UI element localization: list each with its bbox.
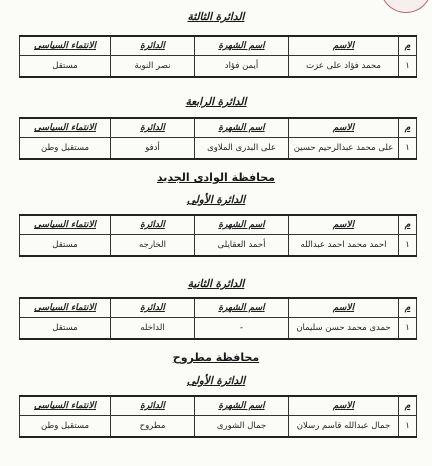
- cell-name: حمدى محمد حسن سليمان: [289, 318, 399, 340]
- district-heading: الدائرة الأولى: [186, 375, 246, 387]
- col-header-number: م: [399, 36, 417, 56]
- col-header-district: الدائرة: [111, 396, 195, 416]
- cell-name: جمال عبدالله قاسم رسلان: [289, 416, 399, 438]
- table-row: [20, 235, 417, 257]
- cell-name: على محمد عبدالرحيم حسين: [289, 138, 399, 160]
- table-header-row: [20, 36, 417, 56]
- col-header-number: م: [399, 215, 417, 235]
- cell-affiliation: مستقبل وطن: [20, 416, 111, 438]
- table-header-row: [20, 215, 417, 235]
- cell-affiliation: مستقبل وطن: [20, 138, 111, 160]
- col-header-affiliation: الانتماء السياسى: [20, 396, 111, 416]
- candidates-table: [19, 117, 417, 160]
- cell-alias: أحمد العقايلى: [195, 235, 289, 257]
- candidates-table: [19, 35, 417, 78]
- cell-name: محمد فؤاد على عزت: [289, 56, 399, 78]
- col-header-number: م: [399, 118, 417, 138]
- col-header-alias: اسم الشهرة: [195, 36, 289, 56]
- district-heading: الدائرة الأولى: [186, 194, 246, 206]
- table-header-row: [20, 396, 417, 416]
- col-header-alias: اسم الشهرة: [195, 396, 289, 416]
- cell-district: الداخله: [111, 318, 195, 340]
- district-heading: الدائرة الثانية: [187, 278, 245, 290]
- col-header-alias: اسم الشهرة: [195, 298, 289, 318]
- cell-affiliation: مستقل: [20, 56, 111, 78]
- governorate-heading: محافظة مطروح: [172, 351, 260, 364]
- col-header-affiliation: الانتماء السياسى: [20, 215, 111, 235]
- candidates-table: [19, 297, 417, 340]
- cell-number: ١: [399, 416, 417, 438]
- cell-number: ١: [399, 318, 417, 340]
- table-header-row: [20, 298, 417, 318]
- col-header-alias: اسم الشهرة: [195, 215, 289, 235]
- col-header-name: الاسم: [289, 215, 399, 235]
- col-header-district: الدائرة: [111, 298, 195, 318]
- cell-affiliation: مستقل: [20, 235, 111, 257]
- candidates-table: [19, 395, 417, 438]
- col-header-number: م: [399, 298, 417, 318]
- cell-number: ١: [399, 235, 417, 257]
- col-header-affiliation: الانتماء السياسى: [20, 118, 111, 138]
- col-header-number: م: [399, 396, 417, 416]
- cell-district: الخارجه: [111, 235, 195, 257]
- cell-alias: أيمن فؤاد: [195, 56, 289, 78]
- col-header-district: الدائرة: [111, 215, 195, 235]
- district-heading: الدائرة الثالثة: [187, 11, 245, 23]
- table-header-row: [20, 118, 417, 138]
- col-header-affiliation: الانتماء السياسى: [20, 298, 111, 318]
- cell-number: ١: [399, 56, 417, 78]
- table-row: [20, 318, 417, 340]
- district-heading: الدائرة الرابعة: [185, 96, 247, 108]
- cell-district: مطروح: [111, 416, 195, 438]
- col-header-name: الاسم: [289, 298, 399, 318]
- cell-number: ١: [399, 138, 417, 160]
- col-header-alias: اسم الشهرة: [195, 118, 289, 138]
- table-row: [20, 416, 417, 438]
- table-row: [20, 56, 417, 78]
- cell-alias: -: [195, 318, 289, 340]
- col-header-district: الدائرة: [111, 36, 195, 56]
- col-header-name: الاسم: [289, 118, 399, 138]
- col-header-district: الدائرة: [111, 118, 195, 138]
- col-header-name: الاسم: [289, 396, 399, 416]
- cell-alias: على البدرى الملاوى: [195, 138, 289, 160]
- candidates-table: [19, 214, 417, 257]
- cell-district: نصر النوبة: [111, 56, 195, 78]
- cell-affiliation: مستقل: [20, 318, 111, 340]
- col-header-name: الاسم: [289, 36, 399, 56]
- cell-district: أدفو: [111, 138, 195, 160]
- governorate-heading: محافظة الوادى الجديد: [156, 171, 276, 184]
- table-row: [20, 138, 417, 160]
- cell-alias: جمال الشورى: [195, 416, 289, 438]
- col-header-affiliation: الانتماء السياسى: [20, 36, 111, 56]
- cell-name: احمد محمد احمد عبدالله: [289, 235, 399, 257]
